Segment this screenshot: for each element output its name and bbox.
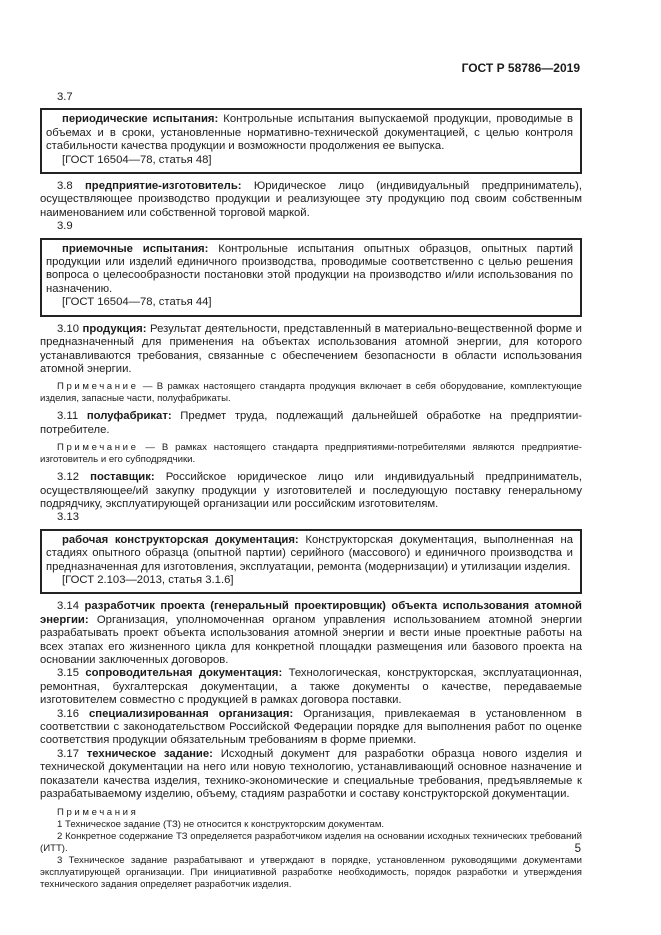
page-number: 5 <box>574 843 581 855</box>
note-text-3-10: — В рамках настоящего стандарта продукция включает в себя оборудование, комплектующие изделия, запасные части, полуфабрикаты. <box>40 381 583 405</box>
note-item-2: 2 Конкретное содержание ТЗ определяется разработчиком изделия на основании исходных технических требований (ИТТ). <box>40 831 582 855</box>
note-text-3-11: — В рамках настоящего стандарта предприятиями-потребителями являются предприятие-изготовитель и его субподрядчики. <box>40 442 582 466</box>
definition-3-9 <box>46 243 573 297</box>
clause-number-3-12: 3.12 <box>57 471 79 484</box>
clause-number-3-17: 3.17 <box>57 747 79 760</box>
definition-text-3-11: Предмет труда, подлежащий дальнейшей обработке на предприятии-потребителе. <box>40 410 583 436</box>
definition-text-3-16: Организация, привлекаемая в установленном в соответствии с законодательством Российской Федерации порядке для выполнения работ по оценке соответствия продукции обязательным требованиям в форме приемки. <box>40 707 582 747</box>
term-3-17: техническое задание: <box>86 747 213 760</box>
notes-heading <box>40 807 582 819</box>
term-3-14: разработчик проекта (генеральный проектировщик) объекта использования атомной энергии: <box>40 600 582 626</box>
note-item-3: 3 Техническое задание разрабатывают и утверждают в порядке, установленном руководящими документами эксплуатирующей организации. При инициативной разработке необходимость, порядок разработки и утверждения технического задания определяет разработчик изделия. <box>40 855 582 891</box>
clause-number-3-15: 3.15 <box>57 667 79 680</box>
definition-3-7 <box>46 113 573 153</box>
term-3-11: полуфабрикат: <box>86 410 172 423</box>
clause-label-3-13: 3.13 <box>57 511 79 524</box>
doc-number: ГОСТ Р 58786—2019 <box>461 61 580 75</box>
clause-label-3-9: 3.9 <box>57 220 73 233</box>
clause-3-15 <box>40 667 582 707</box>
term-3-16: специализированная организация: <box>89 707 294 720</box>
term-3-9: приемочные испытания: <box>62 242 209 255</box>
source-reference-3-13: [ГОСТ 2.103—2013, статья 3.1.6] <box>62 573 234 586</box>
term-3-8: предприятие-изготовитель: <box>84 180 242 193</box>
clause-number-3-11: 3.11 <box>57 410 79 423</box>
clause-number-3-8: 3.8 <box>57 180 73 193</box>
term-3-10: продукция: <box>82 322 147 335</box>
clause-3-14 <box>40 600 582 667</box>
definition-box-3-9 <box>40 238 582 317</box>
term-3-15: сопроводительная документация: <box>85 667 283 680</box>
clause-number-3-16: 3.16 <box>57 707 79 720</box>
note-3-11 <box>40 442 582 466</box>
definition-text-3-15: Технологическая, конструкторская, эксплуатационная, ремонтная, бухгалтерская документации, а также документы о качестве, передаваемые изготовителем совместно с продукцией в рамках договора поставки. <box>40 667 582 707</box>
clause-number-3-10: 3.10 <box>57 322 79 335</box>
definition-text-3-17: Исходный документ для разработки образца нового изделия и технической документации на него или новую технологию, устанавливающий основное назначение и показатели качества изделия, технико-экономические и специальные требования, предъявляемые к разрабатываемому изделию, объему, стадиям разработки и составу конструкторской документации. <box>40 747 582 801</box>
note-label-3-10: Примечание <box>57 381 139 393</box>
definition-box-3-13 <box>40 529 582 595</box>
term-3-7: периодические испытания: <box>62 113 219 126</box>
definition-text-3-13: Конструкторская документация, выполненная на стадиях опытного образца (опытной партии) серийного (массового) и единичного производства и предназначенная для изготовления, эксплуатации, ремонта (модернизации) и утилизации изделия. <box>46 533 573 573</box>
page-content <box>40 62 582 891</box>
term-3-12: поставщик: <box>90 471 155 484</box>
clause-3-17 <box>40 748 582 802</box>
definition-text-3-9: Контрольные испытания опытных образцов, опытных партий продукции или изделий единичного производства, проводимые соответственно с целью решения вопроса о целесообразности постановки этой продукции на производство и/или использования по назначению. <box>46 242 574 295</box>
definition-text-3-10: Результат деятельности, представленный в материально-вещественной форме и предназначенный для применения на объектах использования атомной энергии, для которого устанавливаются требования, связанные с обеспечением безопасности в области использования атомной энергии. <box>40 322 582 375</box>
note-item-1: 1 Техническое задание (ТЗ) не относится к конструкторским документам. <box>57 819 385 831</box>
clause-number-3-14: 3.14 <box>57 600 79 613</box>
notes-heading-label: Примечания <box>57 807 139 819</box>
clause-label-3-7: 3.7 <box>57 91 73 103</box>
source-reference-3-9: [ГОСТ 16504—78, статья 44] <box>62 296 212 309</box>
term-3-13: рабочая конструкторская документация: <box>62 533 299 546</box>
source-reference-3-7: [ГОСТ 16504—78, статья 48] <box>62 153 212 166</box>
definition-3-13 <box>46 534 573 574</box>
clause-3-11 <box>40 410 582 437</box>
clause-3-12 <box>40 471 582 511</box>
note-label-3-11: Примечание <box>57 442 139 454</box>
clause-3-16 <box>40 708 582 748</box>
definition-text-3-14: Организация, уполномоченная органом управления использованием атомной энергии разрабатывать проект объекта использования атомной энергии и вести иные проектные работы на всех этапах его жизненного цикла для конкретной площадки размещения или базового проекта на основании заключенных договоров. <box>40 613 582 666</box>
clause-3-10 <box>40 323 582 377</box>
definition-box-3-7 <box>40 108 582 174</box>
definition-text-3-8: Юридическое лицо (индивидуальный предприниматель), осуществляющее производство продукции и реализующее эту продукцию под своим собственным наименованием или собственной торговой маркой. <box>40 180 582 219</box>
clause-3-8 <box>40 180 582 220</box>
note-3-10 <box>40 381 582 405</box>
definition-text-3-12: Российское юридическое лицо или индивидуальный предприниматель, осуществляющее/ий закупку продукции у изготовителей и последующую поставку генеральному подрядчику, эксплуатирующей организации или российским изготовителям. <box>40 471 583 510</box>
notes-3-17 <box>40 807 582 891</box>
definition-text-3-7: Контрольные испытания выпускаемой продукции, проводимые в объемах и в сроки, установленные нормативно-технической документацией, с целью контроля стабильности качества продукции и возможности продолжения ее выпуска. <box>46 113 574 153</box>
